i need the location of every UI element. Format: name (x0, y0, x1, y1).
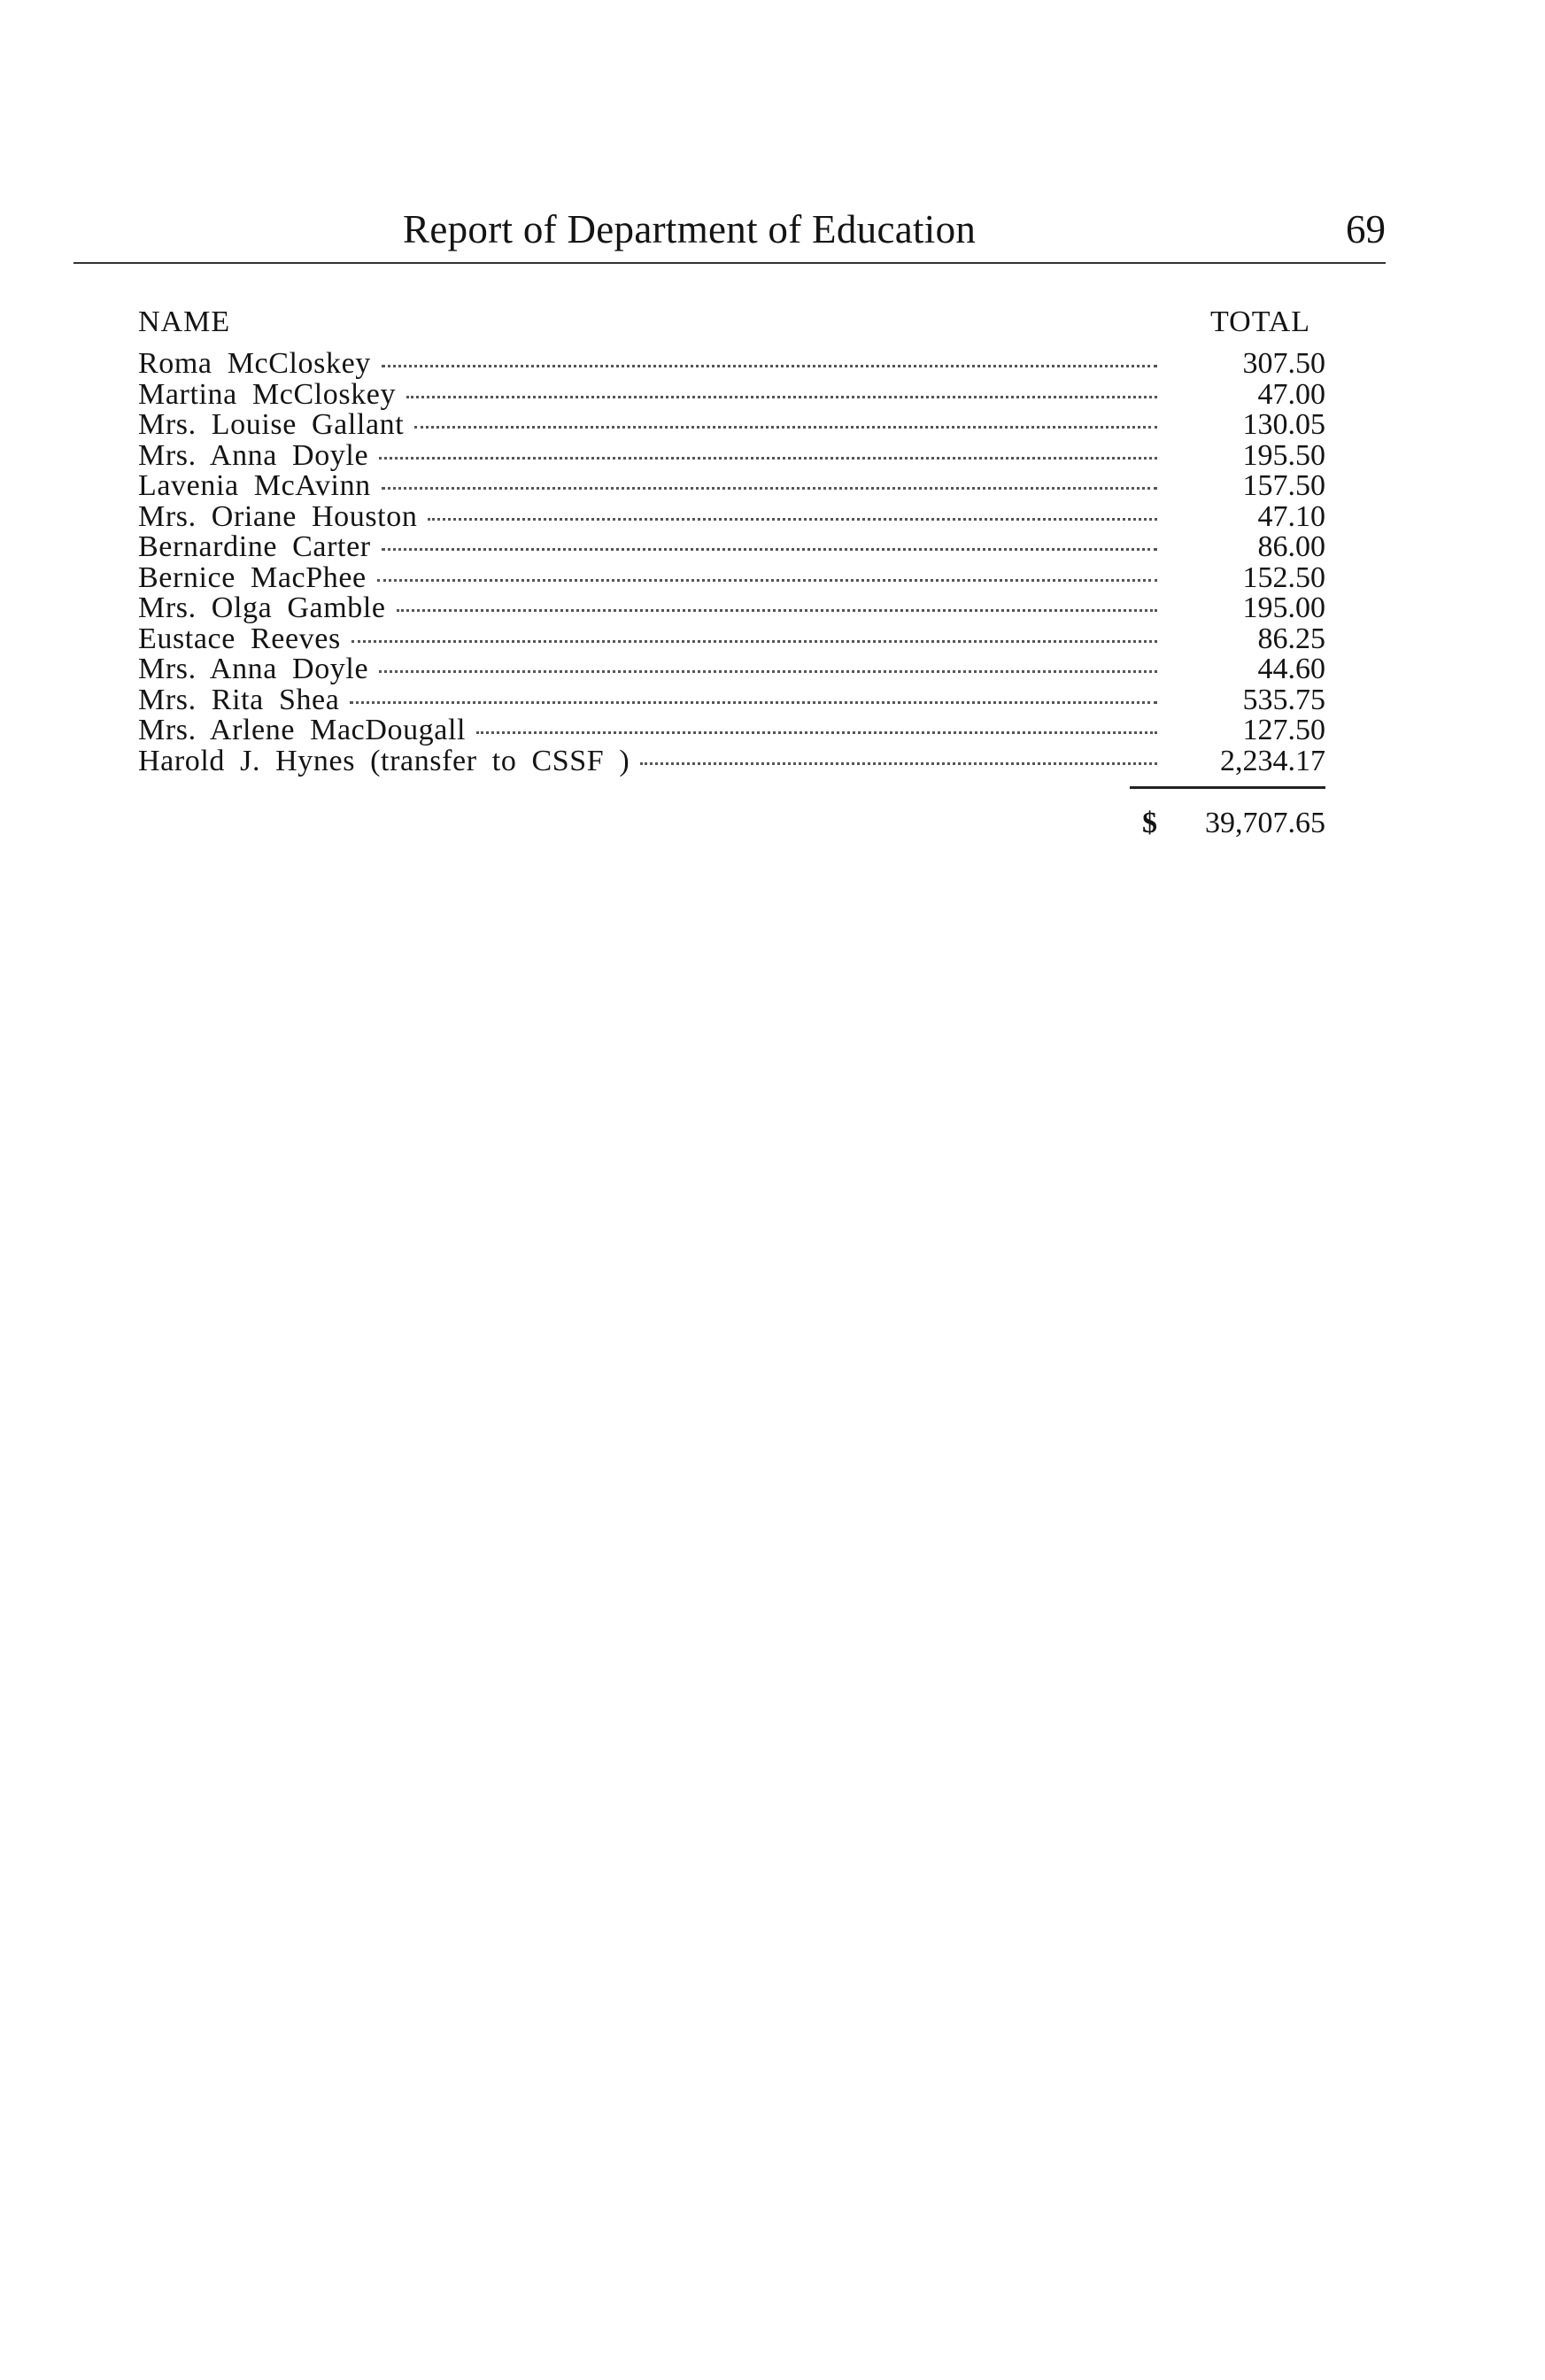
payee-name: Roma McCloskey (138, 347, 371, 380)
payee-name: Mrs. Anna Doyle (138, 653, 369, 685)
dot-leader (382, 487, 1157, 490)
list-item (138, 715, 1325, 746)
page-header (73, 202, 1386, 257)
payee-name: Bernardine Carter (138, 530, 371, 563)
payee-name: Mrs. Anna Doyle (138, 438, 369, 472)
payee-total: 127.50 (1242, 714, 1325, 746)
header-rule (73, 262, 1386, 264)
list-item (138, 471, 1325, 502)
currency-symbol: $ (1142, 807, 1157, 839)
list-item (138, 746, 1325, 777)
payee-total: 195.00 (1242, 591, 1325, 624)
dot-leader (382, 365, 1157, 367)
list-item (138, 349, 1325, 380)
grand-total (1142, 804, 1325, 843)
dot-leader (406, 396, 1157, 398)
payee-name: Eustace Reeves (138, 622, 341, 655)
payee-total: 535.75 (1242, 683, 1325, 716)
dot-leader (397, 609, 1157, 612)
dot-leader (476, 731, 1157, 734)
payee-total: 152.50 (1242, 560, 1325, 594)
payee-total: 195.50 (1242, 438, 1325, 472)
page-number: 69 (1346, 207, 1386, 251)
total-column-header: TOTAL (1210, 305, 1311, 338)
payee-total: 86.25 (1257, 622, 1325, 655)
payee-name: Mrs. Louise Gallant (138, 408, 405, 441)
list-item (138, 624, 1325, 655)
list-item (138, 438, 1325, 472)
dot-leader (350, 701, 1157, 704)
payee-name: Mrs. Olga Gamble (138, 591, 386, 624)
payee-total: 130.05 (1242, 408, 1325, 441)
payee-name: Mrs. Arlene MacDougall (138, 714, 467, 746)
dot-leader (351, 640, 1157, 643)
payee-name: Mrs. Oriane Houston (138, 499, 418, 533)
payee-name: Bernice MacPhee (138, 560, 367, 594)
dot-leader (382, 548, 1157, 551)
list-item (138, 593, 1325, 624)
dot-leader (377, 579, 1157, 582)
list-item (138, 499, 1325, 533)
payee-total: 47.10 (1257, 499, 1325, 533)
payee-name: Martina McCloskey (138, 377, 397, 411)
list-item (138, 560, 1325, 594)
dot-leader (640, 762, 1157, 765)
payee-total: 47.00 (1257, 377, 1325, 411)
dot-leader (414, 426, 1157, 429)
list-item (138, 410, 1325, 441)
payee-total: 44.60 (1257, 653, 1325, 685)
payee-total: 157.50 (1242, 469, 1325, 502)
list-item (138, 377, 1325, 411)
payment-list (138, 349, 1325, 777)
payee-name: Mrs. Rita Shea (138, 683, 340, 716)
name-column-header: NAME (138, 305, 231, 338)
list-item (138, 685, 1325, 716)
list-item (138, 532, 1325, 563)
grand-total-amount: 39,707.65 (1205, 807, 1325, 839)
payee-name: Harold J. Hynes (transfer to CSSF ) (138, 744, 630, 777)
dot-leader (379, 670, 1157, 673)
payee-name: Lavenia McAvinn (138, 469, 371, 502)
dot-leader (428, 518, 1157, 521)
dot-leader (379, 457, 1157, 460)
payee-total: 307.50 (1242, 347, 1325, 380)
list-item (138, 654, 1325, 685)
page-title: Report of Department of Education (403, 207, 977, 251)
sum-rule (1130, 786, 1325, 789)
payee-total: 2,234.17 (1220, 744, 1325, 777)
payee-total: 86.00 (1257, 530, 1325, 563)
